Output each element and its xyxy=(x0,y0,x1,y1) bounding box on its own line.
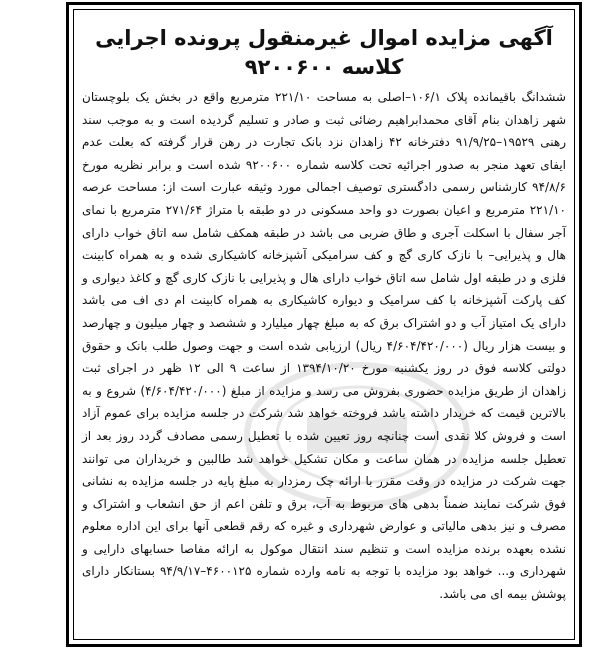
notice-title-line-2: کلاسه ۹۲۰۰۶۰۰ xyxy=(244,55,404,79)
notice-title xyxy=(82,24,566,82)
notice-content xyxy=(73,9,575,640)
notice-body: ششدانگ باقیمانده پلاک ۱۰۶/۱–اصلی به مساحت ۲۲۱/۱۰ مترمربع واقع در بخش یک بلوچستان شهر زاهدان بنام آقای محمدابراهیم رضائی ثبت و صادر و تسلیم گردیده است و به موجب سند رهنی ۱۹۵۲۹–۹۱/۹/۲۵ دفترخانه ۴۲ زاهدان نزد بانک تجارت در رهن قرار گرفته که بعلت عدم ایفای تعهد منجر به صدور اجرائیه تحت کلاسه شماره ۹۲۰۰۶۰۰ شده است و برابر نظریه مورخ ۹۴/۸/۶ کارشناس رسمی دادگستری توصیف اجمالی مورد وثیقه عبارت است از: مساحت عرصه ۲۲۱/۱۰ مترمربع و اعیان بصورت دو واحد مسکونی در دو طبقه با متراژ ۲۷۱/۶۴ مترمربع با نمای آجر سفال با اسکلت آجری و طاق ضربی می باشد در طبقه همکف شامل سه اتاق خواب دارای هال و پذیرایی– با نازک کاری گچ و کف سرامیکی آشپزخانه کاشیکاری شده و به همراه کابینت فلزی و در طبقه اول شامل سه اتاق خواب دارای هال و پذیرایی با نازک کاری گچ و کاغذ دیواری و کف پارکت آشپزخانه با کف سرامیک و دیواره کاشیکاری به همراه کابینت ام دی اف می باشد دارای یک امتیاز آب و دو اشتراک برق که به مبلغ چهار میلیارد و ششصد و چهار میلیون و چهارصد و بیست هزار ریال (۴/۶۰۴/۴۲۰/۰۰۰ ریال) ارزیابی شده است و جهت وصول طلب بانک و حقوق دولتی کلاسه فوق در روز یکشنبه مورخ ۱۳۹۴/۱۰/۲۰ از ساعت ۹ الی ۱۲ ظهر در اجرای ثبت زاهدان از طریق مزایده حضوری بفروش می رسد و مزایده از مبلغ (۴/۶۰۴/۴۲۰/۰۰۰) شروع و به بالاترین قیمت که خریدار داشته باشد فروخته خواهد شد شرکت در جلسه مزایده برای عموم آزاد است و فروش کلا نقدی است چنانچه روز تعیین شده با تعطیل رسمی مصادف گردد روز بعد از تعطیل جلسه مزایده در همان ساعت و مکان تشکیل خواهد شد طالبین و خریداران می توانند جهت شرکت در مزایده در وقت مقرر با ارائه چک رمزدار به مبلغ پایه در جلسه مزایده به نشانی فوق شرکت نمایند ضمناً بدهی های مربوط به آب، برق و تلفن اعم از حق انشعاب و اشتراک و مصرف و نیز بدهی مالیاتی و عوارض شهرداری و غیره که رقم قطعی آنها برای این اداره معلوم نشده بعهده برنده مزایده است و تنظیم سند انتقال موکول به ارائه مفاصا حسابهای دارایی و شهرداری و... خواهد بود مزایده با توجه به نامه وارده شماره ۴۶۰۰۱۲۵–۹۴/۹/۱۷ بستانکار دارای پوشش بیمه ای می باشد. xyxy=(82,90,567,602)
notice-border xyxy=(66,2,582,647)
notice-title-line-1: آگهی مزایده اموال غیرمنقول پرونده اجرایی xyxy=(95,26,553,50)
